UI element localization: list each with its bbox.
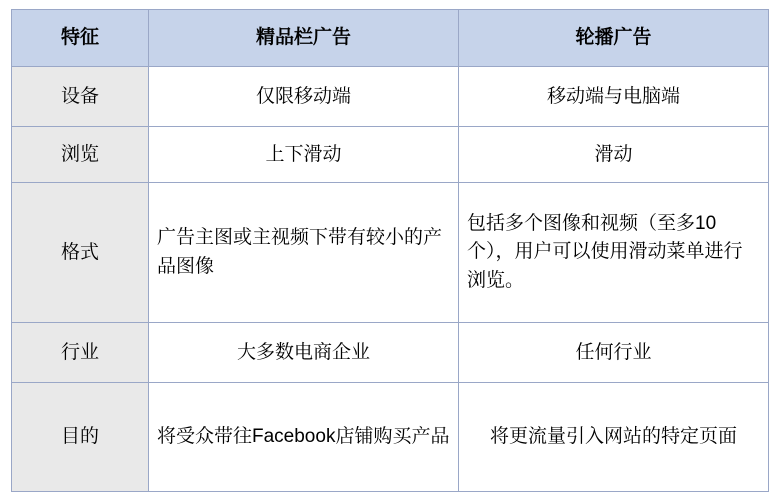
row-header-industry: 行业 — [12, 323, 149, 383]
column-header-feature: 特征 — [12, 10, 149, 67]
column-header-carousel-ads: 轮播广告 — [459, 10, 769, 67]
table-row — [12, 323, 769, 383]
row-header-purpose: 目的 — [12, 383, 149, 492]
table-header — [12, 10, 769, 67]
table-row — [12, 183, 769, 323]
table-row — [12, 127, 769, 183]
cell-browse-collection: 上下滑动 — [149, 127, 459, 183]
table-header-row — [12, 10, 769, 67]
cell-format-carousel: 包括多个图像和视频（至多10个），用户可以使用滑动菜单进行浏览。 — [459, 183, 769, 323]
cell-industry-carousel: 任何行业 — [459, 323, 769, 383]
table-body — [12, 67, 769, 492]
cell-industry-collection: 大多数电商企业 — [149, 323, 459, 383]
row-header-format: 格式 — [12, 183, 149, 323]
row-header-browse: 浏览 — [12, 127, 149, 183]
comparison-table-wrapper — [11, 9, 768, 492]
cell-browse-carousel: 滑动 — [459, 127, 769, 183]
column-header-collection-ads: 精品栏广告 — [149, 10, 459, 67]
cell-format-collection: 广告主图或主视频下带有较小的产品图像 — [149, 183, 459, 323]
cell-purpose-carousel: 将更流量引入网站的特定页面 — [459, 383, 769, 492]
table-row — [12, 383, 769, 492]
cell-device-carousel: 移动端与电脑端 — [459, 67, 769, 127]
cell-device-collection: 仅限移动端 — [149, 67, 459, 127]
table-row — [12, 67, 769, 127]
cell-purpose-collection: 将受众带往Facebook店铺购买产品 — [149, 383, 459, 492]
comparison-table — [11, 9, 769, 492]
row-header-device: 设备 — [12, 67, 149, 127]
